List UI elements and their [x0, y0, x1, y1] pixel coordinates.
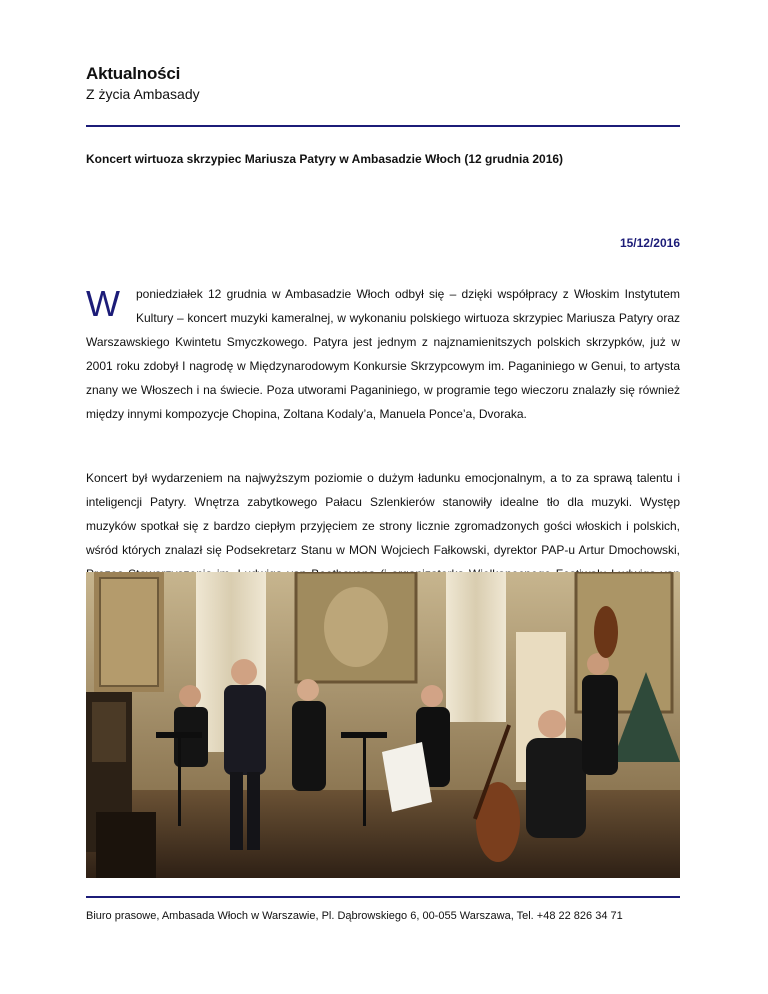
article-title: Koncert wirtuoza skrzypiec Mariusza Patyry w Ambasadzie Włoch (12 grudnia 2016) — [86, 152, 564, 166]
concert-photo-illustration — [86, 572, 680, 878]
dropcap-letter: W — [86, 283, 120, 324]
header-divider — [86, 125, 680, 127]
footer-divider — [86, 896, 680, 898]
article-date: 15/12/2016 — [619, 236, 680, 250]
footer-contact: Biuro prasowe, Ambasada Włoch w Warszawie, Pl. Dąbrowskiego 6, 00-055 Warszawa, Tel. +48 22 826 34 71 — [86, 910, 623, 922]
article-paragraph-1-text: poniedziałek 12 grudnia w Ambasadzie Włoch odbył się – dzięki współpracy z Włoskim Instytutem Kultury – koncert muzyki kameralnej, w wykonaniu polskiego wirtuoza skrzypiec Mariusza Patyry oraz Warszawskiego Kwintetu Smyczkowego. Patyra jest jednym z najznamienitszych polskich skrzypków, już w 2001 roku zdobył I nagrodę w Międzynarodowym Konkursie Skrzypcowym im. Paganiniego w Genui, to artysta znany we Włoszech i na świecie. Poza utworami Paganiniego, w programie tego wieczoru znalazły się również między innymi kompozycje Chopina, Zoltana Kodaly’a, Manuela Ponce’a, Dvoraka. — [86, 287, 680, 421]
section-title: Aktualności — [86, 64, 181, 83]
section-subtitle: Z życia Ambasady — [86, 86, 200, 102]
article-paragraph-1 — [86, 282, 680, 426]
concert-photo — [86, 572, 680, 878]
article-paragraph-2: Koncert był wydarzeniem na najwyższym poziomie o dużym ładunku emocjonalnym, a to za sprawą talentu i inteligencji Patyry. Wnętrza zabytkowego Pałacu Szlenkierów stanowiły idealne tło dla muzyki. Występ muzyków spotkał się z bardzo ciepłym przyjęciem ze strony licznie zgromadzonych gości włoskich i polskich, wśród których znalazł się Podsekretarz Stanu w MON Wojciech Fałkowski, dyrektor PAP-u Artur Dmochowski, — [86, 471, 680, 557]
